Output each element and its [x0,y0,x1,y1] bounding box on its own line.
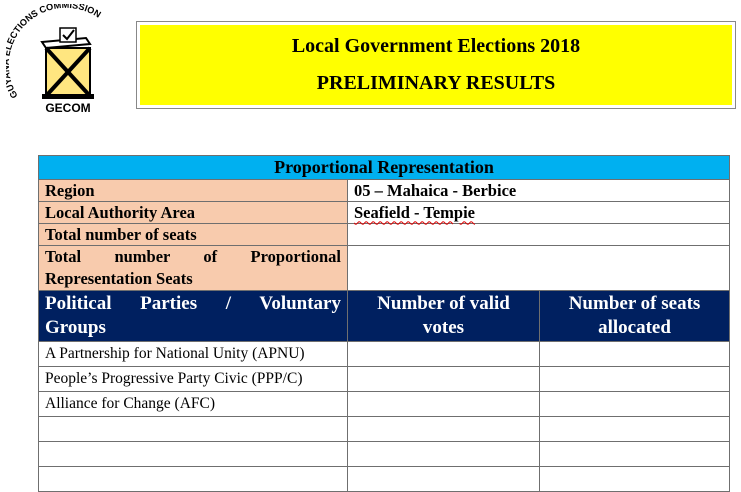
col-header-votes [348,291,540,342]
seats-cell [540,367,730,392]
ballot-box-icon [6,4,126,116]
party-name-afc: Alliance for Change (AFC) [39,392,348,417]
col-header-parties-line2: Groups [45,317,106,338]
table-row [39,417,730,442]
col-header-parties [39,291,348,342]
table-row [39,392,730,417]
local-authority-value [348,202,730,224]
table-row [39,342,730,367]
pr-seats-label-line2: Representation Seats [45,269,193,288]
pr-seats-label [39,246,348,291]
empty-cell [39,467,348,492]
region-value [348,180,730,202]
table-row [39,442,730,467]
local-authority-value-text: Seafield - Tempie [354,202,476,222]
seats-cell [540,342,730,367]
title-banner [136,21,736,109]
empty-cell [348,467,540,492]
empty-cell [540,442,730,467]
col-header-votes-line1: Number of valid [377,293,510,314]
table-row [39,467,730,492]
empty-cell [39,442,348,467]
col-header-votes-line2: votes [422,317,465,338]
table-row [39,246,730,291]
empty-cell [540,467,730,492]
table-row [39,367,730,392]
votes-cell [348,342,540,367]
banner-title: Local Government Elections 2018 [291,35,581,57]
empty-cell [348,442,540,467]
votes-cell [348,392,540,417]
pr-seats-label-line1: Total number of Proportional [45,247,341,266]
region-value-text: 05 – Mahaica - Berbice [354,180,517,200]
total-seats-label: Total number of seats [39,224,348,246]
table-row [39,224,730,246]
party-name-pppc: People’s Progressive Party Civic (PPP/C) [39,367,348,392]
party-name-apnu: A Partnership for National Unity (APNU) [39,342,348,367]
table-row [39,202,730,224]
local-authority-label: Local Authority Area [39,202,348,224]
table-header: Proportional Representation [39,156,730,180]
gecom-logo [6,4,126,116]
total-seats-value [348,224,730,246]
pr-seats-value [348,246,730,291]
column-header-row [39,291,730,342]
col-header-parties-line1: Political Parties / Voluntary [45,293,341,314]
banner-subtitle: PRELIMINARY RESULTS [316,72,556,94]
col-header-seats [540,291,730,342]
seats-cell [540,392,730,417]
empty-cell [348,417,540,442]
empty-cell [39,417,348,442]
results-table [38,155,730,492]
col-header-seats-line2: allocated [598,317,671,338]
logo-name: GECOM [45,101,91,115]
col-header-seats-line1: Number of seats [568,293,701,314]
region-label: Region [39,180,348,202]
table-row [39,180,730,202]
votes-cell [348,367,540,392]
empty-cell [540,417,730,442]
logo-arc-text: G ECTIONS COMMISSION [6,4,103,101]
